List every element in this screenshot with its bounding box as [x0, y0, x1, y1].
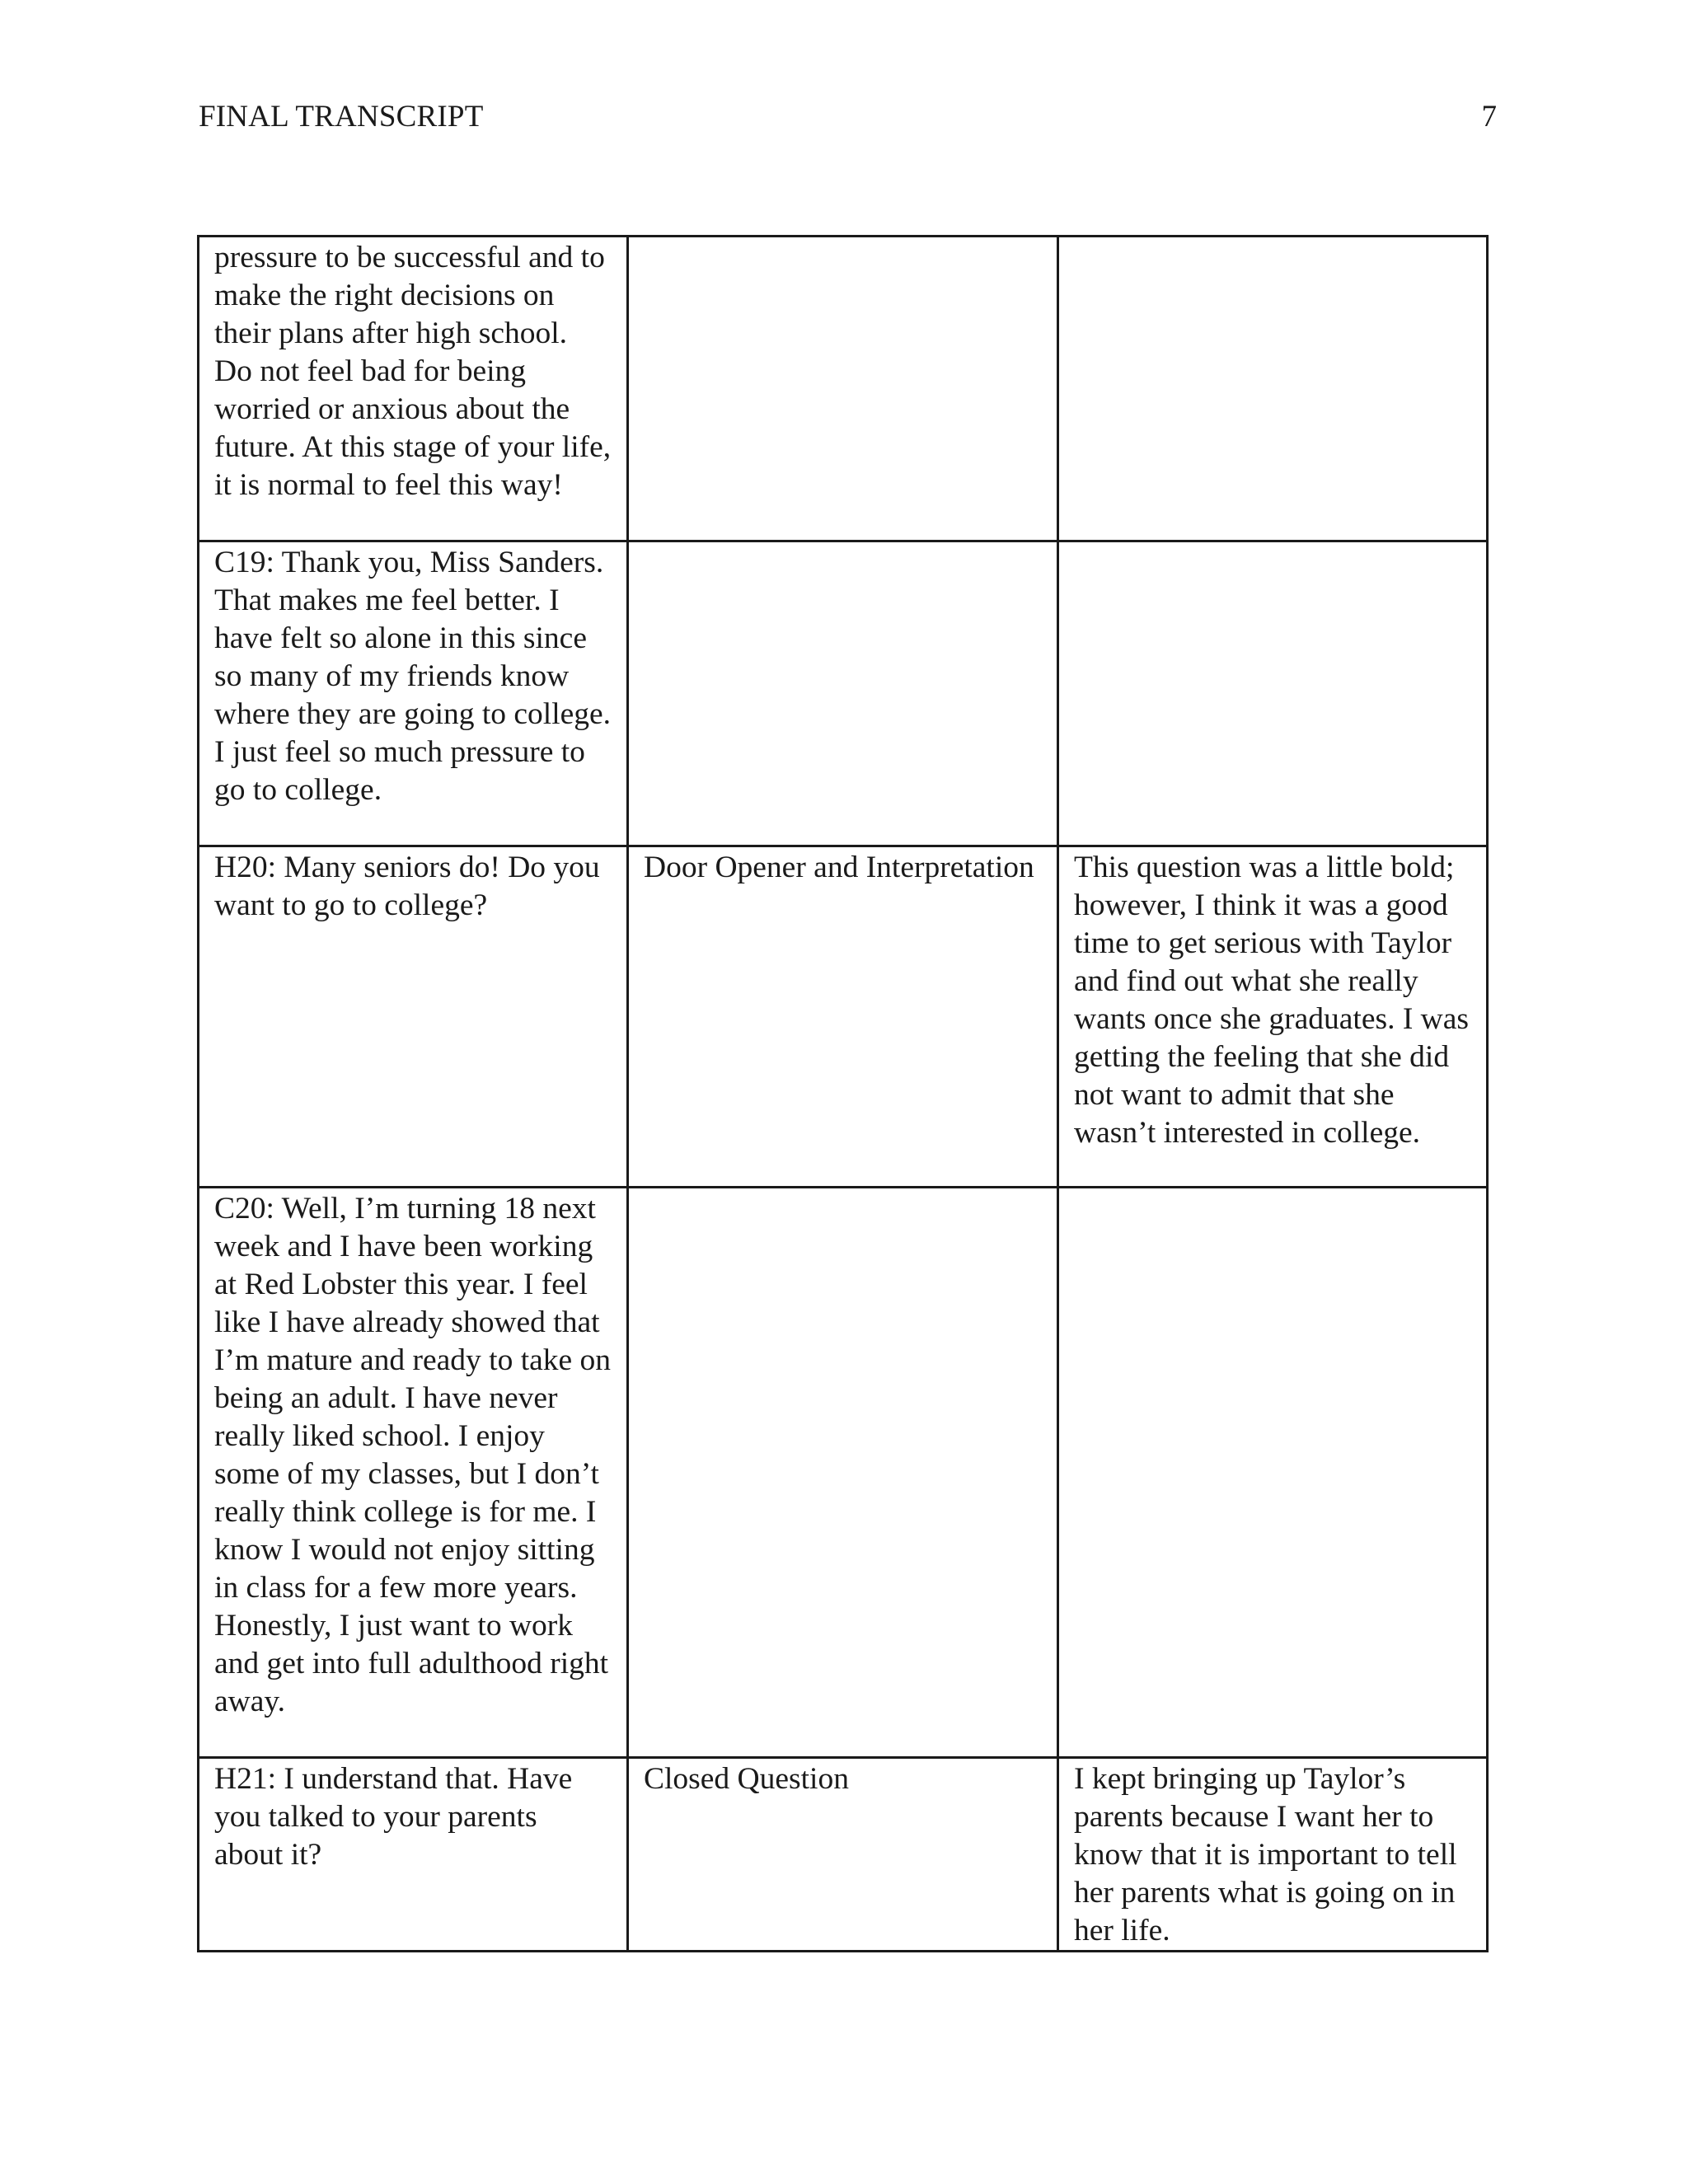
reflection-text: This question was a little bold; however, I think it was a good time to get serious with Taylor and find out what she really wants once she graduates. I was getting the feeling that she did not want to admit that she wasn’t interested in college.: [1074, 851, 1470, 1150]
skill-cell: [628, 237, 1058, 541]
reflection-cell: [1058, 237, 1488, 541]
skill-cell: [628, 1758, 1058, 1952]
skill-cell: [628, 846, 1058, 1188]
page-number: 7: [1481, 100, 1497, 134]
skill-cell: [628, 1188, 1058, 1758]
table-row: [199, 541, 1488, 846]
table-row: [199, 1188, 1488, 1758]
dialogue-text: H21: I understand that. Have you talked to your parents about it?: [214, 1762, 573, 1872]
dialogue-text: H20: Many seniors do! Do you want to go to college?: [214, 851, 600, 922]
skill-cell: [628, 541, 1058, 846]
transcript-table: [197, 235, 1489, 1952]
reflection-cell: [1058, 1188, 1488, 1758]
table-row: [199, 237, 1488, 541]
dialogue-cell: [199, 1758, 628, 1952]
reflection-cell: [1058, 541, 1488, 846]
dialogue-cell: [199, 237, 628, 541]
dialogue-cell: [199, 1188, 628, 1758]
table-row: [199, 1758, 1488, 1952]
skill-text: Door Opener and Interpretation: [644, 851, 1034, 884]
skill-text: Closed Question: [644, 1762, 849, 1796]
dialogue-text: C19: Thank you, Miss Sanders. That makes me feel better. I have felt so alone in this since so many of my friends know where they are going to college. I just feel so much pressure to go to college.: [214, 546, 612, 807]
reflection-cell: [1058, 1758, 1488, 1952]
reflection-cell: [1058, 846, 1488, 1188]
dialogue-text: C20: Well, I’m turning 18 next week and I have been working at Red Lobster this year. I feel like I have already showed that I’m mature and ready to take on being an adult. I have never really liked school. I enjoy some of my classes, but I don’t really think college is for me. I know I would not enjoy sitting in class for a few more years. Honestly, I just want to work and get into full adulthood right away.: [214, 1192, 612, 1718]
dialogue-cell: [199, 541, 628, 846]
running-head: FINAL TRANSCRIPT: [199, 100, 484, 134]
table-row: [199, 846, 1488, 1188]
dialogue-cell: [199, 846, 628, 1188]
reflection-text: I kept bringing up Taylor’s parents because I want her to know that it is important to tell her parents what is going on in her life.: [1074, 1762, 1457, 1947]
dialogue-text: pressure to be successful and to make the right decisions on their plans after high school. Do not feel bad for being worried or anxious about the future. At this stage of your life, it is normal to feel this way!: [214, 241, 612, 502]
